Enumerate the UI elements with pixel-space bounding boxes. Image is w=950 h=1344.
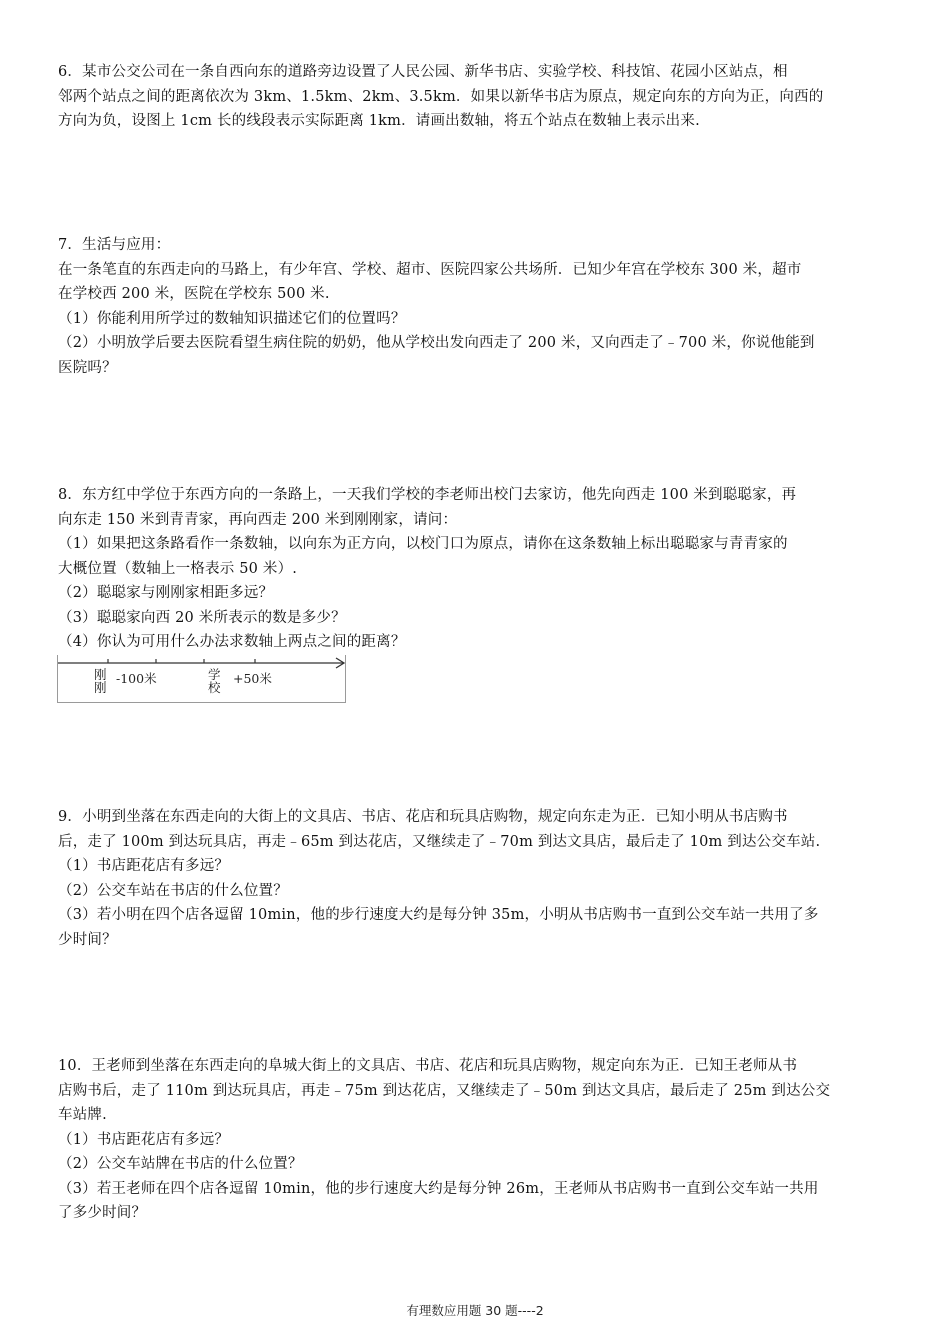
question-line: 医院吗？: [58, 359, 117, 376]
question-line: （1）如果把这条路看作一条数轴，以向东为正方向，以校门口为原点，请你在这条数轴上标出聪聪家与青青家的: [58, 536, 788, 552]
question-line: 在学校西 200 米，医院在学校东 500 米.: [58, 286, 330, 302]
question-line: （2）公交车站牌在书店的什么位置？: [58, 1156, 303, 1172]
question-line: （2）小明放学后要去医院看望生病住院的奶奶，他从学校出发向西走了 200 米，又向西走了﹣700 米，你说他能到: [58, 335, 815, 351]
question-line: 7．生活与应用：: [58, 237, 171, 253]
question-line: （1）你能利用所学过的数轴知识描述它们的位置吗？: [58, 310, 406, 327]
question-10: [58, 1054, 898, 1226]
question-6: [58, 60, 898, 134]
question-9: [58, 805, 898, 952]
question-7: [58, 233, 898, 380]
question-line: 10．王老师到坐落在东西走向的阜城大街上的文具店、书店、花店和玩具店购物，规定向东为正．已知王老师从书: [58, 1058, 798, 1074]
question-line: 8．东方红中学位于东西方向的一条路上，一天我们学校的李老师出校门去家访，他先向西走 100 米到聪聪家，再: [58, 487, 797, 503]
question-8: [58, 483, 898, 655]
question-line: 6．某市公交公司在一条自西向东的道路旁边设置了人民公园、新华书店、实验学校、科技馆、花园小区站点，相: [58, 64, 788, 80]
label-school: 学校: [208, 667, 221, 695]
question-line: （1）书店距花店有多远？: [58, 858, 230, 874]
question-line: （3）聪聪家向西 20 米所表示的数是多少？: [58, 609, 346, 626]
question-line: （2）聪聪家与刚刚家相距多远？: [58, 585, 274, 601]
question-line: 车站牌.: [58, 1107, 107, 1123]
question-line: 后，走了 100m 到达玩具店，再走﹣65m 到达花店，又继续走了﹣70m 到达文具店，最后走了 10m 到达公交车站.: [58, 833, 821, 850]
label-plus-50: +50米: [233, 671, 272, 686]
question-line: （4）你认为可用什么办法求数轴上两点之间的距离？: [58, 634, 406, 650]
question-line: （3）若王老师在四个店各逗留 10min，他的步行速度大约是每分钟 26m，王老师从书店购书一直到公交车站一共用: [58, 1180, 819, 1197]
label-gang-gang: 刚刚: [94, 667, 107, 695]
question-line: 在一条笔直的东西走向的马路上，有少年宫、学校、超市、医院四家公共场所．已知少年宫在学校东 300 米，超市: [58, 261, 802, 278]
question-line: 店购书后，走了 110m 到达玩具店，再走﹣75m 到达花店，又继续走了﹣50m 到达文具店，最后走了 25m 到达公交: [58, 1082, 831, 1099]
number-line-figure: [57, 655, 346, 703]
question-line: （3）若小明在四个店各逗留 10min，他的步行速度大约是每分钟 35m，小明从书店购书一直到公交车站一共用了多: [58, 907, 819, 923]
question-line: 了多少时间？: [58, 1205, 147, 1221]
label-minus-100: -100米: [116, 671, 157, 686]
question-line: 方向为负，设图上 1cm 长的线段表示实际距离 1km．请画出数轴，将五个站点在数轴上表示出来.: [58, 113, 700, 129]
question-line: 向东走 150 米到青青家，再向西走 200 米到刚刚家，请问：: [58, 511, 458, 528]
question-line: 邻两个站点之间的距离依次为 3km、1.5km、2km、3.5km．如果以新华书店为原点，规定向东的方向为正，向西的: [58, 88, 824, 105]
question-line: 9．小明到坐落在东西走向的大街上的文具店、书店、花店和玩具店购物，规定向东走为正．已知小明从书店购书: [58, 809, 788, 825]
question-line: 少时间？: [58, 931, 117, 948]
question-line: 大概位置（数轴上一格表示 50 米）.: [58, 560, 298, 577]
question-line: （1）书店距花店有多远？: [58, 1131, 230, 1148]
page-footer: 有理数应用题 30 题----2: [406, 1303, 544, 1318]
question-line: （2）公交车站在书店的什么位置？: [58, 882, 288, 899]
